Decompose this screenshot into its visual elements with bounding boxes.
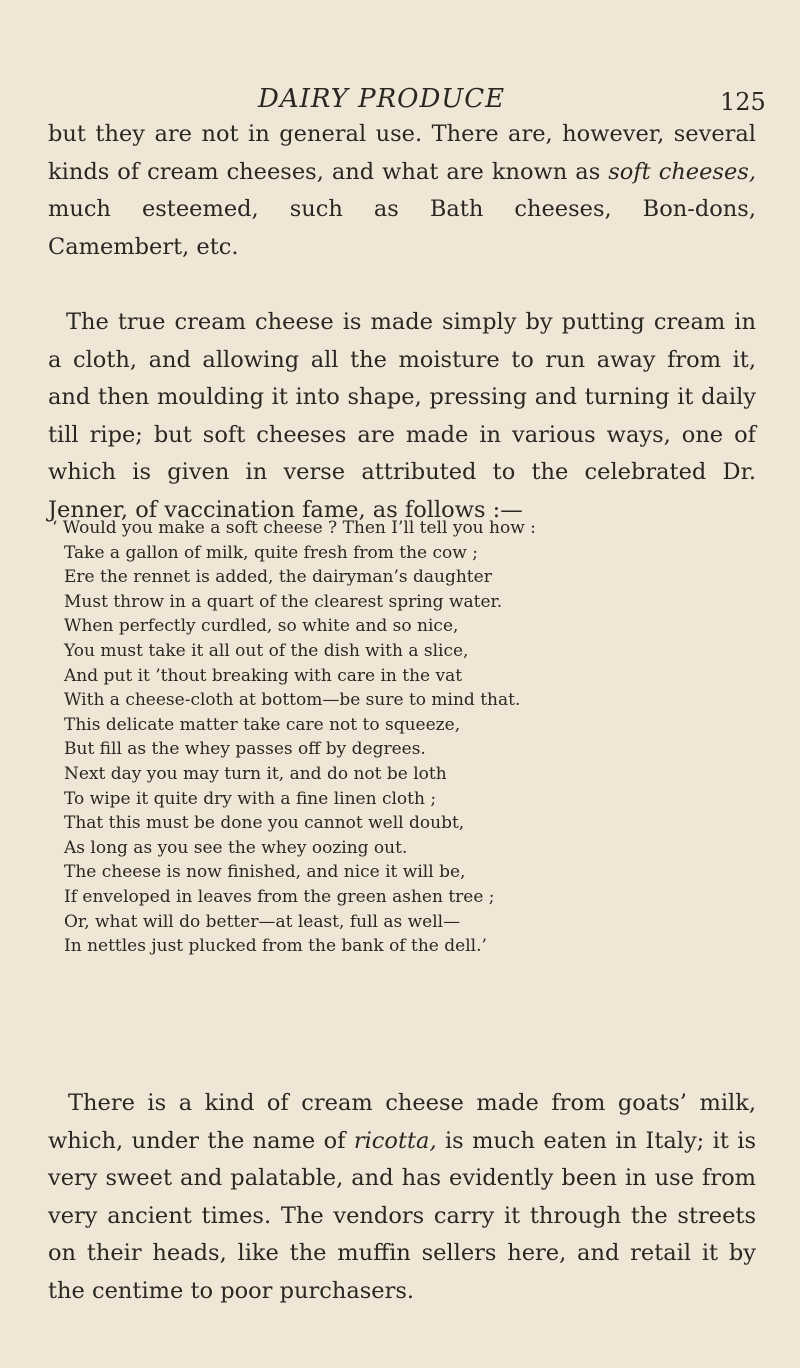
verse-line: With a cheese-cloth at bottom—be sure to mind that. [64, 690, 521, 711]
paragraph-intro [48, 116, 756, 266]
verse-line: Ere the rennet is added, the dairyman’s daughter [64, 567, 492, 588]
paragraph-ricotta-text-a: There is a kind of cream cheese made from goats’ milk, which, under the name of [48, 1090, 756, 1154]
italic-soft-cheeses: soft cheeses, [608, 158, 756, 185]
verse-line: Or, what will do better—at least, full as well— [64, 911, 461, 932]
verse-line: And put it ’thout breaking with care in the vat [64, 665, 463, 686]
paragraph-ricotta-text-b: is much eaten in Italy; it is very sweet and palatable, and has evidently been in use from very ancient times. The vendors carry it through the streets on their heads, like the muffin sellers here, and retail it by the centime to poor purchasers. [48, 1127, 757, 1304]
verse-line: If enveloped in leaves from the green ashen tree ; [64, 886, 495, 907]
verse-line: As long as you see the whey oozing out. [64, 837, 408, 858]
verse-line: When perfectly curdled, so white and so nice, [64, 616, 459, 637]
running-head: DAIRY PRODUCE [258, 84, 506, 114]
verse-line: But fill as the whey passes off by degrees. [64, 739, 426, 760]
verse-line: That this must be done you cannot well doubt, [64, 813, 465, 834]
verse-line: Next day you may turn it, and do not be loth [64, 763, 447, 784]
verse-line: This delicate matter take care not to squeeze, [64, 714, 461, 735]
verse-line: Take a gallon of milk, quite fresh from the cow ; [64, 542, 478, 563]
verse-line: The cheese is now finished, and nice it will be, [64, 862, 466, 883]
verse-line: You must take it all out of the dish with a slice, [64, 640, 469, 661]
verse-line: To wipe it quite dry with a fine linen cloth ; [64, 788, 437, 809]
page-number: 125 [720, 88, 766, 116]
verse-block [52, 516, 536, 959]
verse-line: In nettles just plucked from the bank of the dell.’ [64, 936, 487, 957]
paragraph-intro-text-a: but they are not in general use. There are, however, several kinds of cream cheeses, and what are known as [48, 121, 756, 185]
paragraph-ricotta [48, 1085, 756, 1310]
paragraph-intro-text-b: much esteemed, such as Bath cheeses, Bon-dons, Camembert, etc. [48, 196, 756, 260]
verse-line: Must throw in a quart of the clearest spring water. [64, 591, 503, 612]
verse-line: ‘ Would you make a soft cheese ? Then I’ll tell you how : [52, 518, 536, 538]
paragraph-cream-cheese: The true cream cheese is made simply by putting cream in a cloth, and allowing all the moisture to run away from it, and then moulding it into shape, pressing and turning it daily till ripe; but soft cheeses are made in various ways, one of which is given in verse attributed to the celebrated Dr. Jenner, of vaccination fame, as follows :— [48, 309, 756, 523]
italic-ricotta: ricotta, [353, 1127, 437, 1154]
